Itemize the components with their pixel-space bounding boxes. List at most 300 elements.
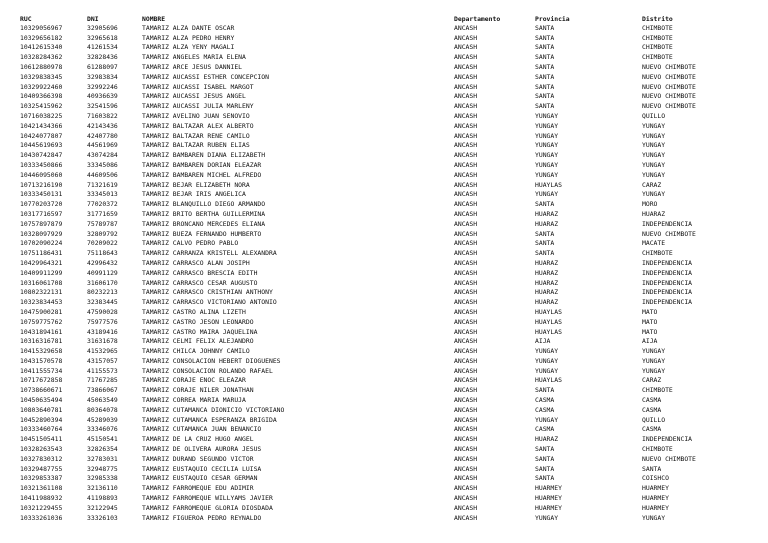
distrito-cell: MORO [642, 200, 658, 209]
ruc-cell: 10329922460 [20, 82, 63, 91]
provincia-cell: YUNGAY [535, 356, 559, 365]
nombre-cell: TAMARIZ CORAJE NILER JONATHAN [142, 386, 254, 395]
provincia-cell: YUNGAY [535, 170, 559, 179]
ruc-cell: 10411555734 [20, 366, 63, 375]
nombre-cell: TAMARIZ CONSOLACION ROLANDO RAFAEL [142, 366, 273, 375]
nombre-cell: TAMARIZ BEJAR ELIZABETH NORA [142, 180, 250, 189]
provincia-cell: YUNGAY [535, 415, 559, 424]
provincia-cell: HUARMEY [535, 494, 562, 503]
distrito-cell: CARAZ [642, 180, 662, 189]
table-row [20, 269, 740, 279]
provincia-cell: YUNGAY [535, 131, 559, 140]
departamento-cell: ANCASH [454, 72, 478, 81]
dni-cell: 32826354 [87, 445, 118, 454]
distrito-cell: CHIMBOTE [642, 43, 673, 52]
provincia-cell: HUARAZ [535, 288, 559, 297]
table-row [20, 132, 740, 142]
distrito-cell: INDEPENDENCIA [642, 288, 693, 297]
provincia-cell: SANTA [535, 249, 555, 258]
ruc-cell: 10321229455 [20, 503, 63, 512]
dni-cell: 31631678 [87, 337, 118, 346]
table-row [20, 288, 740, 298]
table-row [20, 279, 740, 289]
table-row [20, 151, 740, 161]
provincia-cell: YUNGAY [535, 141, 559, 150]
ruc-cell: 10329487755 [20, 464, 63, 473]
provincia-cell: HUARAZ [535, 278, 559, 287]
ruc-cell: 10329838345 [20, 72, 63, 81]
dni-cell: 75118643 [87, 249, 118, 258]
ruc-cell: 10333450131 [20, 190, 63, 199]
departamento-cell: ANCASH [454, 53, 478, 62]
dni-cell: 32983834 [87, 72, 118, 81]
ruc-cell: 10317716597 [20, 209, 63, 218]
ruc-cell: 10770203720 [20, 200, 63, 209]
distrito-cell: CHIMBOTE [642, 249, 673, 258]
nombre-cell: TAMARIZ CARRASCO BRESCIA EDITH [142, 268, 258, 277]
table-row [20, 416, 740, 426]
provincia-cell: SANTA [535, 43, 555, 52]
nombre-cell: TAMARIZ ARCE JESUS DANNIEL [142, 62, 243, 71]
distrito-cell: YUNGAY [642, 190, 666, 199]
nombre-cell: TAMARIZ BAMBAREN MICHEL ALFREDO [142, 170, 262, 179]
nombre-cell: TAMARIZ FARROMEQUE EDU ADIMIR [142, 484, 254, 493]
nombre-cell: TAMARIZ CHILCA JOHNNY CAMILO [142, 347, 250, 356]
dni-cell: 45289039 [87, 415, 118, 424]
table-row [20, 357, 740, 367]
table-body [20, 24, 740, 524]
dni-cell: 32985338 [87, 474, 118, 483]
departamento-cell: ANCASH [454, 288, 478, 297]
distrito-cell: YUNGAY [642, 356, 666, 365]
departamento-cell: ANCASH [454, 474, 478, 483]
dni-cell: 42407780 [87, 131, 118, 140]
table-row [20, 328, 740, 338]
nombre-cell: TAMARIZ AUCASSI JESUS ANGEL [142, 92, 246, 101]
distrito-cell: AIJA [642, 337, 658, 346]
nombre-cell: TAMARIZ AUCASSI ESTHER CONCEPCION [142, 72, 269, 81]
dni-cell: 41532965 [87, 347, 118, 356]
departamento-cell: ANCASH [454, 200, 478, 209]
ruc-cell: 10713216190 [20, 180, 63, 189]
departamento-cell: ANCASH [454, 298, 478, 307]
departamento-cell: ANCASH [454, 464, 478, 473]
nombre-cell: TAMARIZ FIGUEROA PEDRO REYNALDO [142, 513, 262, 522]
distrito-cell: CHIMBOTE [642, 23, 673, 32]
ruc-cell: 10329853387 [20, 474, 63, 483]
distrito-cell: CASMA [642, 405, 662, 414]
nombre-cell: TAMARIZ CARRASCO ALAN JOSIPH [142, 258, 250, 267]
dni-cell: 80232213 [87, 288, 118, 297]
distrito-cell: CASMA [642, 396, 662, 405]
departamento-cell: ANCASH [454, 327, 478, 336]
distrito-cell: QUILLO [642, 111, 666, 120]
dni-cell: 31771659 [87, 209, 118, 218]
ruc-cell: 10321361108 [20, 484, 63, 493]
dni-cell: 33346076 [87, 425, 118, 434]
dni-cell: 32992246 [87, 82, 118, 91]
distrito-cell: INDEPENDENCIA [642, 298, 693, 307]
table-row [20, 318, 740, 328]
departamento-cell: ANCASH [454, 366, 478, 375]
distrito-cell: YUNGAY [642, 170, 666, 179]
provincia-cell: HUARAZ [535, 268, 559, 277]
distrito-cell: INDEPENDENCIA [642, 435, 693, 444]
table-row [20, 308, 740, 318]
ruc-cell: 10702090224 [20, 239, 63, 248]
nombre-cell: TAMARIZ CELMI FELIX ALEJANDRO [142, 337, 254, 346]
header-dni: DNI [87, 14, 99, 23]
table-row [20, 122, 740, 132]
table-row [20, 92, 740, 102]
dni-cell: 75789787 [87, 219, 118, 228]
provincia-cell: SANTA [535, 53, 555, 62]
ruc-cell: 10450635494 [20, 396, 63, 405]
ruc-cell: 10452890394 [20, 415, 63, 424]
departamento-cell: ANCASH [454, 111, 478, 120]
provincia-cell: SANTA [535, 92, 555, 101]
ruc-cell: 10431894161 [20, 327, 63, 336]
nombre-cell: TAMARIZ BEJAR IRIS ANGELICA [142, 190, 246, 199]
ruc-cell: 10421434366 [20, 121, 63, 130]
dni-cell: 32136110 [87, 484, 118, 493]
nombre-cell: TAMARIZ CASTRO MAIRA JAQUELINA [142, 327, 258, 336]
provincia-cell: YUNGAY [535, 366, 559, 375]
ruc-cell: 10424077807 [20, 131, 63, 140]
dni-cell: 44609506 [87, 170, 118, 179]
nombre-cell: TAMARIZ BAMBAREN DIANA ELIZABETH [142, 151, 266, 160]
dni-cell: 40991129 [87, 268, 118, 277]
provincia-cell: YUNGAY [535, 347, 559, 356]
table-row [20, 259, 740, 269]
dni-cell: 43157057 [87, 356, 118, 365]
distrito-cell: CHIMBOTE [642, 33, 673, 42]
distrito-cell: INDEPENDENCIA [642, 268, 693, 277]
dni-cell: 42996432 [87, 258, 118, 267]
ruc-cell: 10431570578 [20, 356, 63, 365]
departamento-cell: ANCASH [454, 92, 478, 101]
nombre-cell: TAMARIZ CUTAMANCA JUAN BENANCIO [142, 425, 262, 434]
nombre-cell: TAMARIZ AVELINO JUAN SENOVIO [142, 111, 250, 120]
nombre-cell: TAMARIZ ALZA PEDRO HENRY [142, 33, 235, 42]
distrito-cell: INDEPENDENCIA [642, 219, 693, 228]
ruc-cell: 10803640781 [20, 405, 63, 414]
provincia-cell: SANTA [535, 102, 555, 111]
dni-cell: 31606170 [87, 278, 118, 287]
header-provincia: Provincia [535, 14, 570, 23]
dni-cell: 71767285 [87, 376, 118, 385]
distrito-cell: NUEVO CHIMBOTE [642, 92, 696, 101]
table-row [20, 102, 740, 112]
provincia-cell: SANTA [535, 454, 555, 463]
departamento-cell: ANCASH [454, 356, 478, 365]
nombre-cell: TAMARIZ CASTRO JESON LEONARDO [142, 317, 254, 326]
table-row [20, 484, 740, 494]
nombre-cell: TAMARIZ BAMBAREN DORIAN ELEAZAR [142, 160, 262, 169]
provincia-cell: HUAYLAS [535, 376, 562, 385]
ruc-cell: 10759775762 [20, 317, 63, 326]
distrito-cell: CHIMBOTE [642, 445, 673, 454]
table-row [20, 425, 740, 435]
ruc-cell: 10411988932 [20, 494, 63, 503]
dni-cell: 40936639 [87, 92, 118, 101]
ruc-cell: 10323834453 [20, 298, 63, 307]
table-row [20, 220, 740, 230]
nombre-cell: TAMARIZ BALTAZAR ALEX ALBERTO [142, 121, 254, 130]
provincia-cell: SANTA [535, 445, 555, 454]
dni-cell: 33345086 [87, 160, 118, 169]
departamento-cell: ANCASH [454, 445, 478, 454]
dni-cell: 32383445 [87, 298, 118, 307]
distrito-cell: NUEVO CHIMBOTE [642, 82, 696, 91]
departamento-cell: ANCASH [454, 258, 478, 267]
table-row [20, 181, 740, 191]
departamento-cell: ANCASH [454, 229, 478, 238]
provincia-cell: CASMA [535, 405, 555, 414]
distrito-cell: YUNGAY [642, 347, 666, 356]
dni-cell: 42143436 [87, 121, 118, 130]
provincia-cell: HUAYLAS [535, 307, 562, 316]
header-ruc: RUC [20, 14, 32, 23]
ruc-cell: 10409366398 [20, 92, 63, 101]
nombre-cell: TAMARIZ BRITO BERTHA GUILLERMINA [142, 209, 266, 218]
table-row [20, 210, 740, 220]
distrito-cell: QUILLO [642, 415, 666, 424]
nombre-cell: TAMARIZ ALZA DANTE OSCAR [142, 23, 235, 32]
ruc-cell: 10738660671 [20, 386, 63, 395]
dni-cell: 45063549 [87, 396, 118, 405]
provincia-cell: HUARMEY [535, 503, 562, 512]
provincia-cell: AIJA [535, 337, 551, 346]
nombre-cell: TAMARIZ CARRASCO CESAR AUGUSTO [142, 278, 258, 287]
departamento-cell: ANCASH [454, 180, 478, 189]
table-row [20, 465, 740, 475]
ruc-cell: 10612880978 [20, 62, 63, 71]
departamento-cell: ANCASH [454, 337, 478, 346]
distrito-cell: CARAZ [642, 376, 662, 385]
ruc-cell: 10429964321 [20, 258, 63, 267]
distrito-cell: COISHCO [642, 474, 669, 483]
provincia-cell: YUNGAY [535, 190, 559, 199]
table-row [20, 171, 740, 181]
nombre-cell: TAMARIZ AUCASSI JULIA MARLENY [142, 102, 254, 111]
provincia-cell: SANTA [535, 82, 555, 91]
ruc-cell: 10451505411 [20, 435, 63, 444]
distrito-cell: MATO [642, 307, 658, 316]
departamento-cell: ANCASH [454, 376, 478, 385]
nombre-cell: TAMARIZ BALTAZAR RENE CAMILO [142, 131, 250, 140]
nombre-cell: TAMARIZ AUCASSI ISABEL MARGOT [142, 82, 254, 91]
nombre-cell: TAMARIZ CARRANZA KRISTELL ALEXANDRA [142, 249, 277, 258]
ruc-cell: 10333460764 [20, 425, 63, 434]
provincia-cell: HUAYLAS [535, 327, 562, 336]
nombre-cell: TAMARIZ EUSTAQUIO CECILIA LUISA [142, 464, 262, 473]
distrito-cell: YUNGAY [642, 121, 666, 130]
ruc-cell: 10328097929 [20, 229, 63, 238]
distrito-cell: CHIMBOTE [642, 386, 673, 395]
provincia-cell: CASMA [535, 425, 555, 434]
distrito-cell: INDEPENDENCIA [642, 278, 693, 287]
distrito-cell: HUARAZ [642, 209, 666, 218]
nombre-cell: TAMARIZ BUEZA FERNANDO HUMBERTO [142, 229, 262, 238]
table-row [20, 161, 740, 171]
dni-cell: 41198893 [87, 494, 118, 503]
nombre-cell: TAMARIZ DE OLIVERA AURORA JESUS [142, 445, 262, 454]
nombre-cell: TAMARIZ CARRASCO VICTORIANO ANTONIO [142, 298, 277, 307]
departamento-cell: ANCASH [454, 386, 478, 395]
distrito-cell: HUARMEY [642, 494, 669, 503]
departamento-cell: ANCASH [454, 317, 478, 326]
nombre-cell: TAMARIZ CORAJE ENOC ELEAZAR [142, 376, 246, 385]
departamento-cell: ANCASH [454, 102, 478, 111]
distrito-cell: NUEVO CHIMBOTE [642, 229, 696, 238]
dni-cell: 43189416 [87, 327, 118, 336]
departamento-cell: ANCASH [454, 131, 478, 140]
table-row [20, 53, 740, 63]
distrito-cell: YUNGAY [642, 160, 666, 169]
departamento-cell: ANCASH [454, 141, 478, 150]
ruc-cell: 10475900281 [20, 307, 63, 316]
table-row [20, 347, 740, 357]
dni-cell: 75977576 [87, 317, 118, 326]
departamento-cell: ANCASH [454, 219, 478, 228]
departamento-cell: ANCASH [454, 435, 478, 444]
dni-cell: 32541596 [87, 102, 118, 111]
distrito-cell: HUARMEY [642, 484, 669, 493]
departamento-cell: ANCASH [454, 23, 478, 32]
ruc-cell: 10409911299 [20, 268, 63, 277]
provincia-cell: SANTA [535, 33, 555, 42]
nombre-cell: TAMARIZ CASTRO ALINA LIZETH [142, 307, 246, 316]
distrito-cell: MATO [642, 317, 658, 326]
nombre-cell: TAMARIZ BALTAZAR RUBEN ELIAS [142, 141, 250, 150]
table-row [20, 455, 740, 465]
nombre-cell: TAMARIZ ANGELES MARIA ELENA [142, 53, 246, 62]
table-row [20, 73, 740, 83]
table-row [20, 337, 740, 347]
header-distrito: Distrito [642, 14, 673, 23]
dni-cell: 33326103 [87, 513, 118, 522]
provincia-cell: CASMA [535, 396, 555, 405]
departamento-cell: ANCASH [454, 268, 478, 277]
nombre-cell: TAMARIZ DURAND SEGUNDO VICTOR [142, 454, 254, 463]
document-page [20, 14, 740, 523]
provincia-cell: HUARAZ [535, 219, 559, 228]
provincia-cell: HUARAZ [535, 258, 559, 267]
departamento-cell: ANCASH [454, 415, 478, 424]
departamento-cell: ANCASH [454, 170, 478, 179]
departamento-cell: ANCASH [454, 62, 478, 71]
departamento-cell: ANCASH [454, 405, 478, 414]
header-departamento: Departamento [454, 14, 501, 23]
dni-cell: 80364078 [87, 405, 118, 414]
distrito-cell: INDEPENDENCIA [642, 258, 693, 267]
ruc-cell: 10327830312 [20, 454, 63, 463]
distrito-cell: MATO [642, 327, 658, 336]
nombre-cell: TAMARIZ ALZA YENY MAGALI [142, 43, 235, 52]
dni-cell: 73866067 [87, 386, 118, 395]
dni-cell: 32783031 [87, 454, 118, 463]
table-row [20, 367, 740, 377]
ruc-cell: 10802322131 [20, 288, 63, 297]
dni-cell: 32905696 [87, 23, 118, 32]
dni-cell: 43074284 [87, 151, 118, 160]
table-row [20, 239, 740, 249]
dni-cell: 32828436 [87, 53, 118, 62]
nombre-cell: TAMARIZ FARROMEQUE GLORIA DIOSDADA [142, 503, 273, 512]
provincia-cell: SANTA [535, 239, 555, 248]
nombre-cell: TAMARIZ CONSOLACION HEBERT DIOGUENES [142, 356, 281, 365]
dni-cell: 77020372 [87, 200, 118, 209]
distrito-cell: YUNGAY [642, 366, 666, 375]
provincia-cell: YUNGAY [535, 513, 559, 522]
ruc-cell: 10717672858 [20, 376, 63, 385]
departamento-cell: ANCASH [454, 278, 478, 287]
distrito-cell: NUEVO CHIMBOTE [642, 72, 696, 81]
departamento-cell: ANCASH [454, 82, 478, 91]
nombre-cell: TAMARIZ CORREA MARIA MARUJA [142, 396, 246, 405]
table-row [20, 386, 740, 396]
table-row [20, 249, 740, 259]
departamento-cell: ANCASH [454, 209, 478, 218]
departamento-cell: ANCASH [454, 347, 478, 356]
ruc-cell: 10716038225 [20, 111, 63, 120]
departamento-cell: ANCASH [454, 33, 478, 42]
provincia-cell: SANTA [535, 229, 555, 238]
table-row [20, 445, 740, 455]
nombre-cell: TAMARIZ DE LA CRUZ HUGO ANGEL [142, 435, 254, 444]
dni-cell: 41155573 [87, 366, 118, 375]
departamento-cell: ANCASH [454, 494, 478, 503]
dni-cell: 70209022 [87, 239, 118, 248]
ruc-cell: 10751186431 [20, 249, 63, 258]
dni-cell: 47590028 [87, 307, 118, 316]
dni-cell: 61288097 [87, 62, 118, 71]
dni-cell: 71321619 [87, 180, 118, 189]
ruc-cell: 10333450866 [20, 160, 63, 169]
provincia-cell: HUARMEY [535, 484, 562, 493]
distrito-cell: YUNGAY [642, 141, 666, 150]
departamento-cell: ANCASH [454, 454, 478, 463]
distrito-cell: NUEVO CHIMBOTE [642, 454, 696, 463]
provincia-cell: SANTA [535, 464, 555, 473]
ruc-cell: 10415329658 [20, 347, 63, 356]
table-row [20, 34, 740, 44]
distrito-cell: NUEVO CHIMBOTE [642, 102, 696, 111]
distrito-cell: NUEVO CHIMBOTE [642, 62, 696, 71]
provincia-cell: SANTA [535, 200, 555, 209]
provincia-cell: YUNGAY [535, 160, 559, 169]
departamento-cell: ANCASH [454, 151, 478, 160]
ruc-cell: 10757897879 [20, 219, 63, 228]
table-row [20, 200, 740, 210]
distrito-cell: CHIMBOTE [642, 53, 673, 62]
distrito-cell: YUNGAY [642, 151, 666, 160]
ruc-cell: 10445619693 [20, 141, 63, 150]
dni-cell: 32809792 [87, 229, 118, 238]
departamento-cell: ANCASH [454, 513, 478, 522]
table-row [20, 141, 740, 151]
table-row [20, 396, 740, 406]
table-row [20, 43, 740, 53]
provincia-cell: HUAYLAS [535, 180, 562, 189]
provincia-cell: HUAYLAS [535, 317, 562, 326]
dni-cell: 32122945 [87, 503, 118, 512]
dni-cell: 44561969 [87, 141, 118, 150]
ruc-cell: 10430742847 [20, 151, 63, 160]
provincia-cell: HUARAZ [535, 298, 559, 307]
nombre-cell: TAMARIZ FARROMEQUE WILLYAMS JAVIER [142, 494, 273, 503]
